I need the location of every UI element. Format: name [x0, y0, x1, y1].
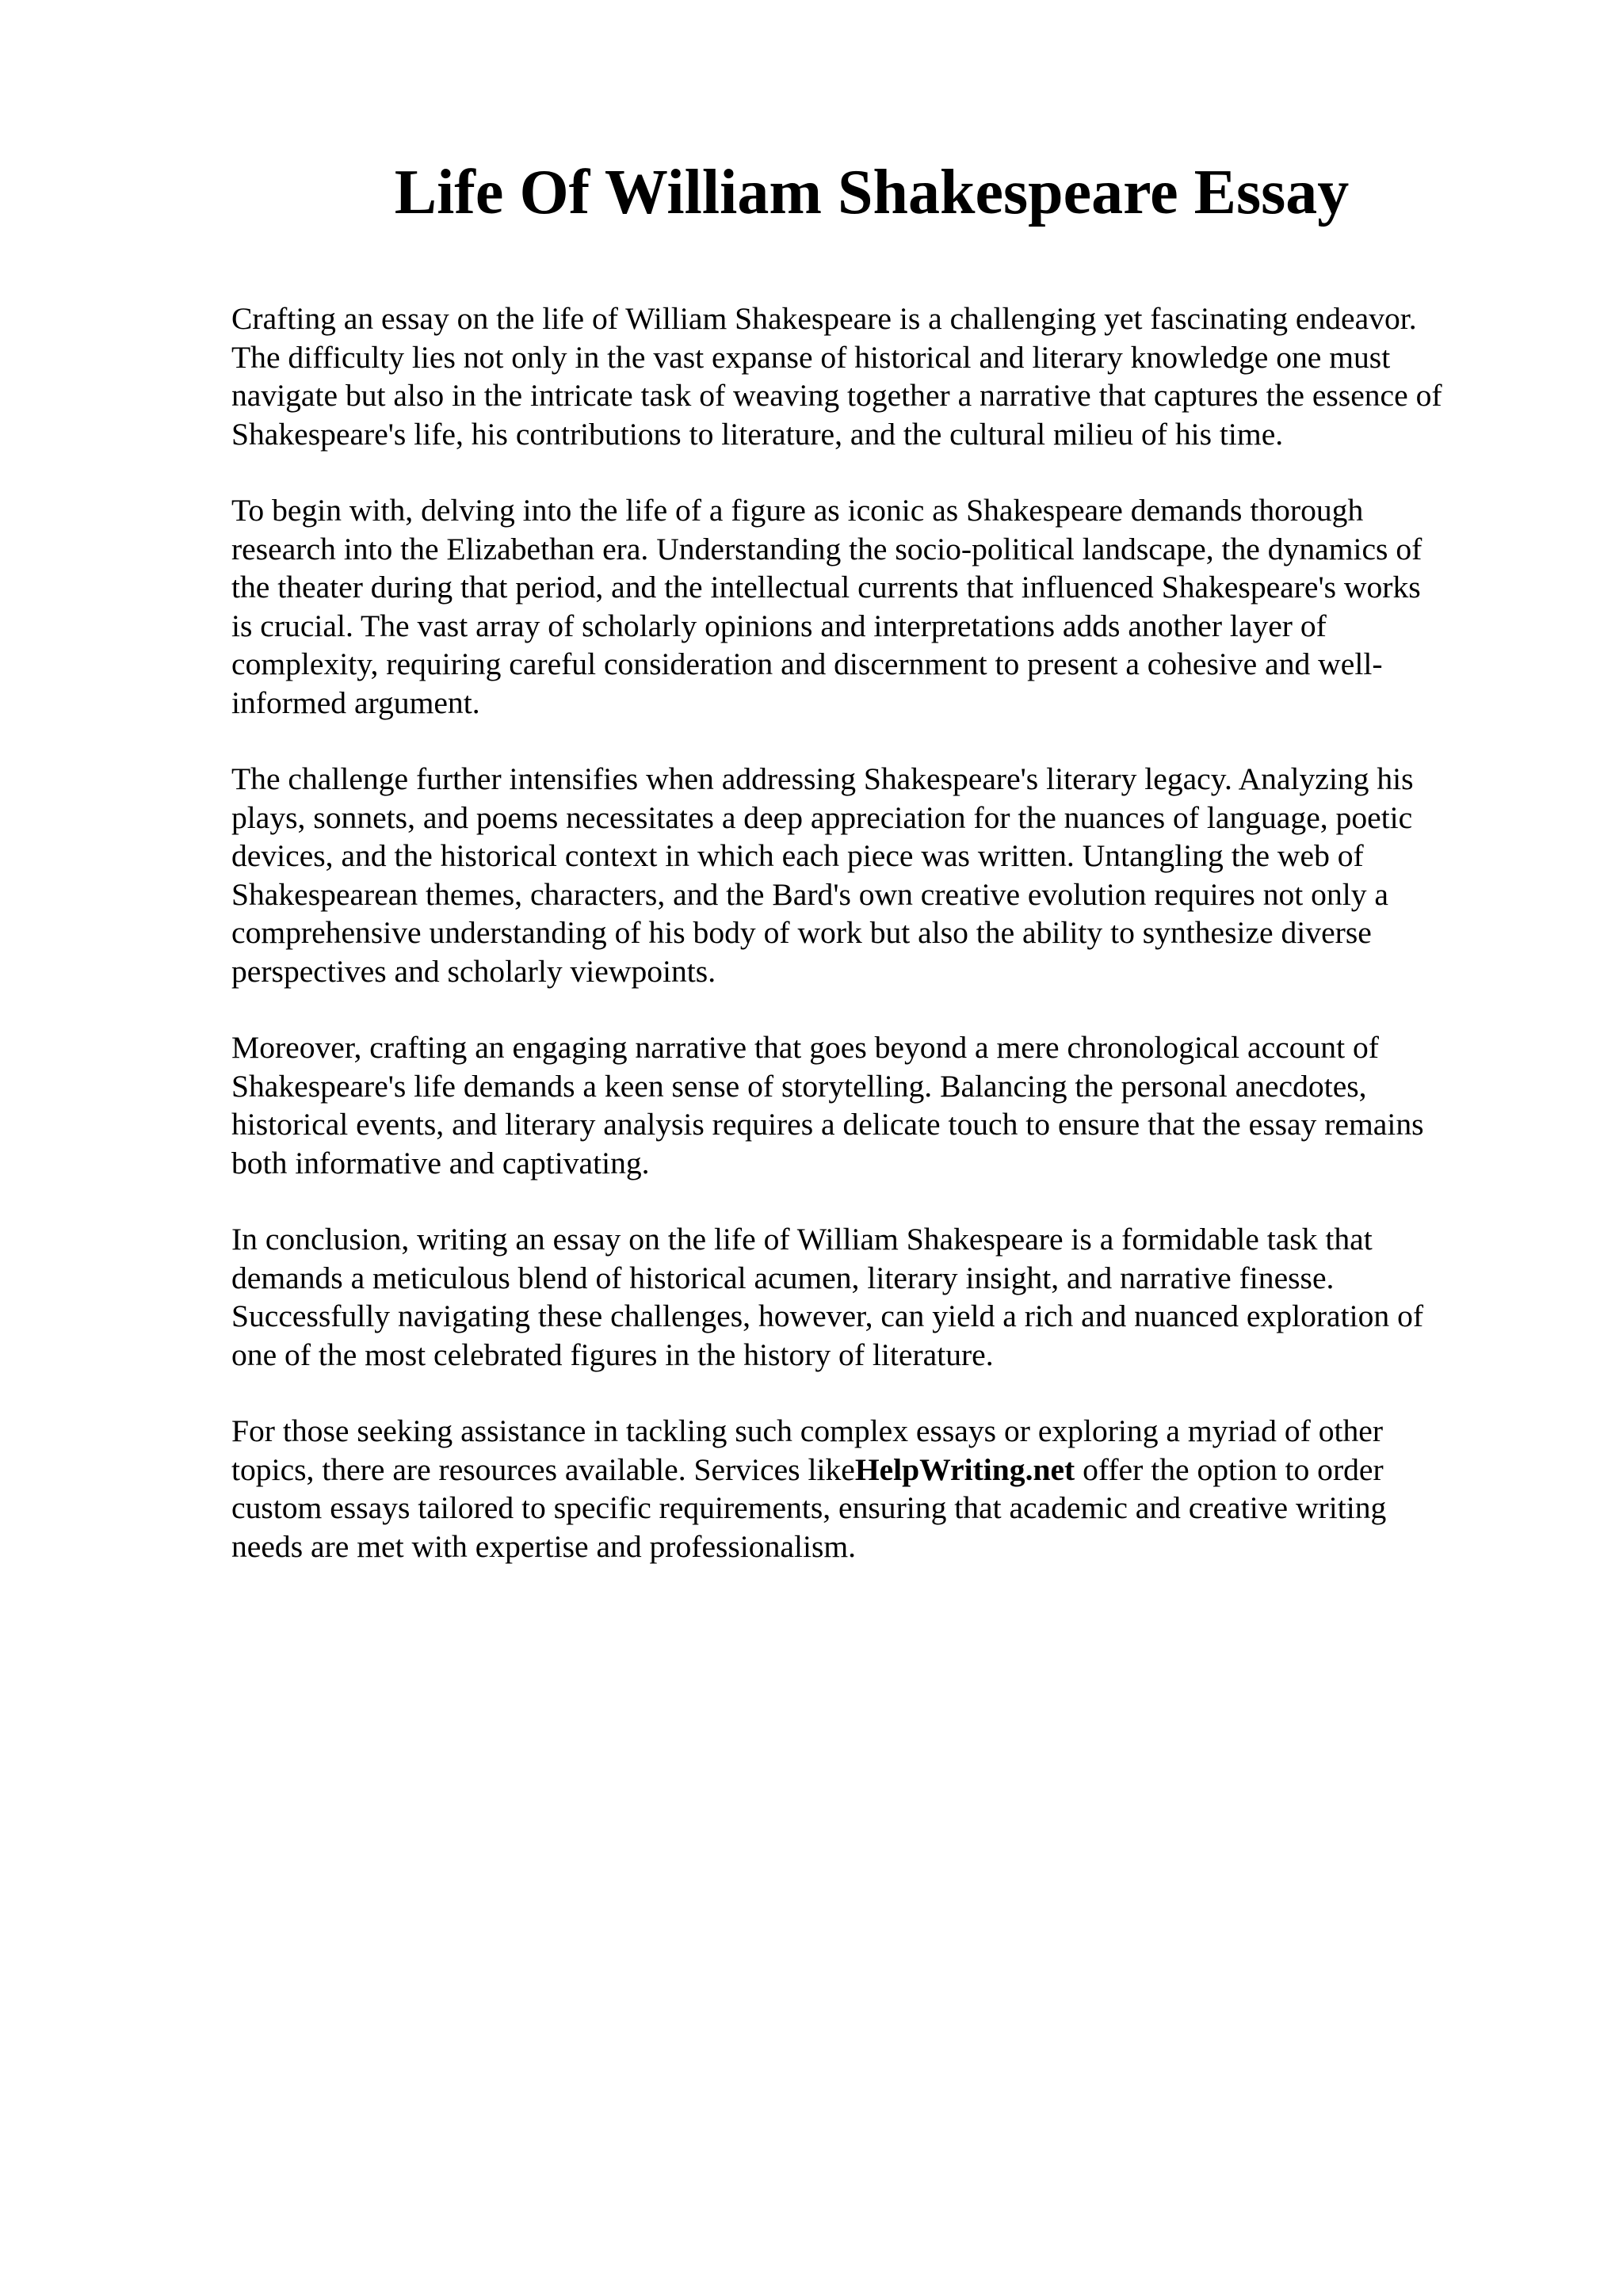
- essay-body: [231, 299, 1515, 1604]
- paragraph-line: historical events, and literary analysis requires a delicate touch to ensure that the essay remains: [231, 1107, 1424, 1142]
- paragraph-line: Shakespearean themes, characters, and the Bard's own creative evolution requires not only a: [231, 876, 1388, 912]
- paragraph-line: [231, 1451, 1515, 1489]
- paragraph-text: topics, there are resources available. Services like: [231, 1451, 855, 1487]
- paragraph-line: one of the most celebrated figures in the history of literature.: [231, 1337, 994, 1372]
- paragraph-legacy: [231, 760, 1515, 990]
- paragraph-line: To begin with, delving into the life of a figure as iconic as Shakespeare demands thorough: [231, 493, 1364, 528]
- paragraph-line: needs are met with expertise and professionalism.: [231, 1528, 857, 1564]
- paragraph-intro: [231, 299, 1515, 453]
- paragraph-resources: [231, 1412, 1515, 1566]
- paragraph-line: The difficulty lies not only in the vast expanse of historical and literary knowledge one must: [231, 339, 1391, 375]
- paragraph-line: custom essays tailored to specific requirements, ensuring that academic and creative writing: [231, 1490, 1387, 1525]
- paragraph-line: complexity, requiring careful consideration and discernment to present a cohesive and well-: [231, 646, 1383, 681]
- paragraph-line: In conclusion, writing an essay on the life of William Shakespeare is a formidable task that: [231, 1222, 1373, 1257]
- paragraph-line: Moreover, crafting an engaging narrative that goes beyond a mere chronological account of: [231, 1030, 1379, 1065]
- paragraph-line: comprehensive understanding of his body of work but also the ability to synthesize diverse: [231, 915, 1372, 950]
- paragraph-line: devices, and the historical context in which each piece was written. Untangling the web of: [231, 838, 1364, 873]
- paragraph-line: Shakespeare's life, his contributions to literature, and the cultural milieu of his time.: [231, 416, 1284, 452]
- paragraph-line: navigate but also in the intricate task of weaving together a narrative that captures the essence of: [231, 378, 1442, 413]
- paragraph-line: The challenge further intensifies when addressing Shakespeare's literary legacy. Analyzing his: [231, 761, 1414, 796]
- document-title: Life Of William Shakespeare Essay: [394, 158, 1350, 227]
- paragraph-line: plays, sonnets, and poems necessitates a deep appreciation for the nuances of language, poetic: [231, 799, 1413, 835]
- paragraph-research: [231, 491, 1515, 722]
- paragraph-line: informed argument.: [231, 685, 480, 720]
- paragraph-line: research into the Elizabethan era. Understanding the socio-political landscape, the dynamics of: [231, 531, 1423, 566]
- paragraph-line: Crafting an essay on the life of William Shakespeare is a challenging yet fascinating endeavor.: [231, 301, 1417, 336]
- paragraph-line: perspectives and scholarly viewpoints.: [231, 953, 716, 989]
- paragraph-conclusion: [231, 1220, 1515, 1374]
- paragraph-line: Shakespeare's life demands a keen sense of storytelling. Balancing the personal anecdotes,: [231, 1068, 1367, 1104]
- paragraph-text: offer the option to order: [1075, 1451, 1384, 1487]
- paragraph-line: demands a meticulous blend of historical acumen, literary insight, and narrative finesse.: [231, 1260, 1335, 1295]
- paragraph-line: is crucial. The vast array of scholarly opinions and interpretations adds another layer of: [231, 608, 1327, 643]
- paragraph-line: the theater during that period, and the intellectual currents that influenced Shakespeare's works: [231, 570, 1421, 605]
- paragraph-line: both informative and captivating.: [231, 1145, 650, 1180]
- paragraph-narrative: [231, 1028, 1515, 1182]
- paragraph-line: For those seeking assistance in tackling such complex essays or exploring a myriad of other: [231, 1413, 1384, 1448]
- helpwriting-link[interactable]: HelpWriting.net: [854, 1451, 1075, 1487]
- paragraph-line: Successfully navigating these challenges, however, can yield a rich and nuanced exploration of: [231, 1299, 1424, 1333]
